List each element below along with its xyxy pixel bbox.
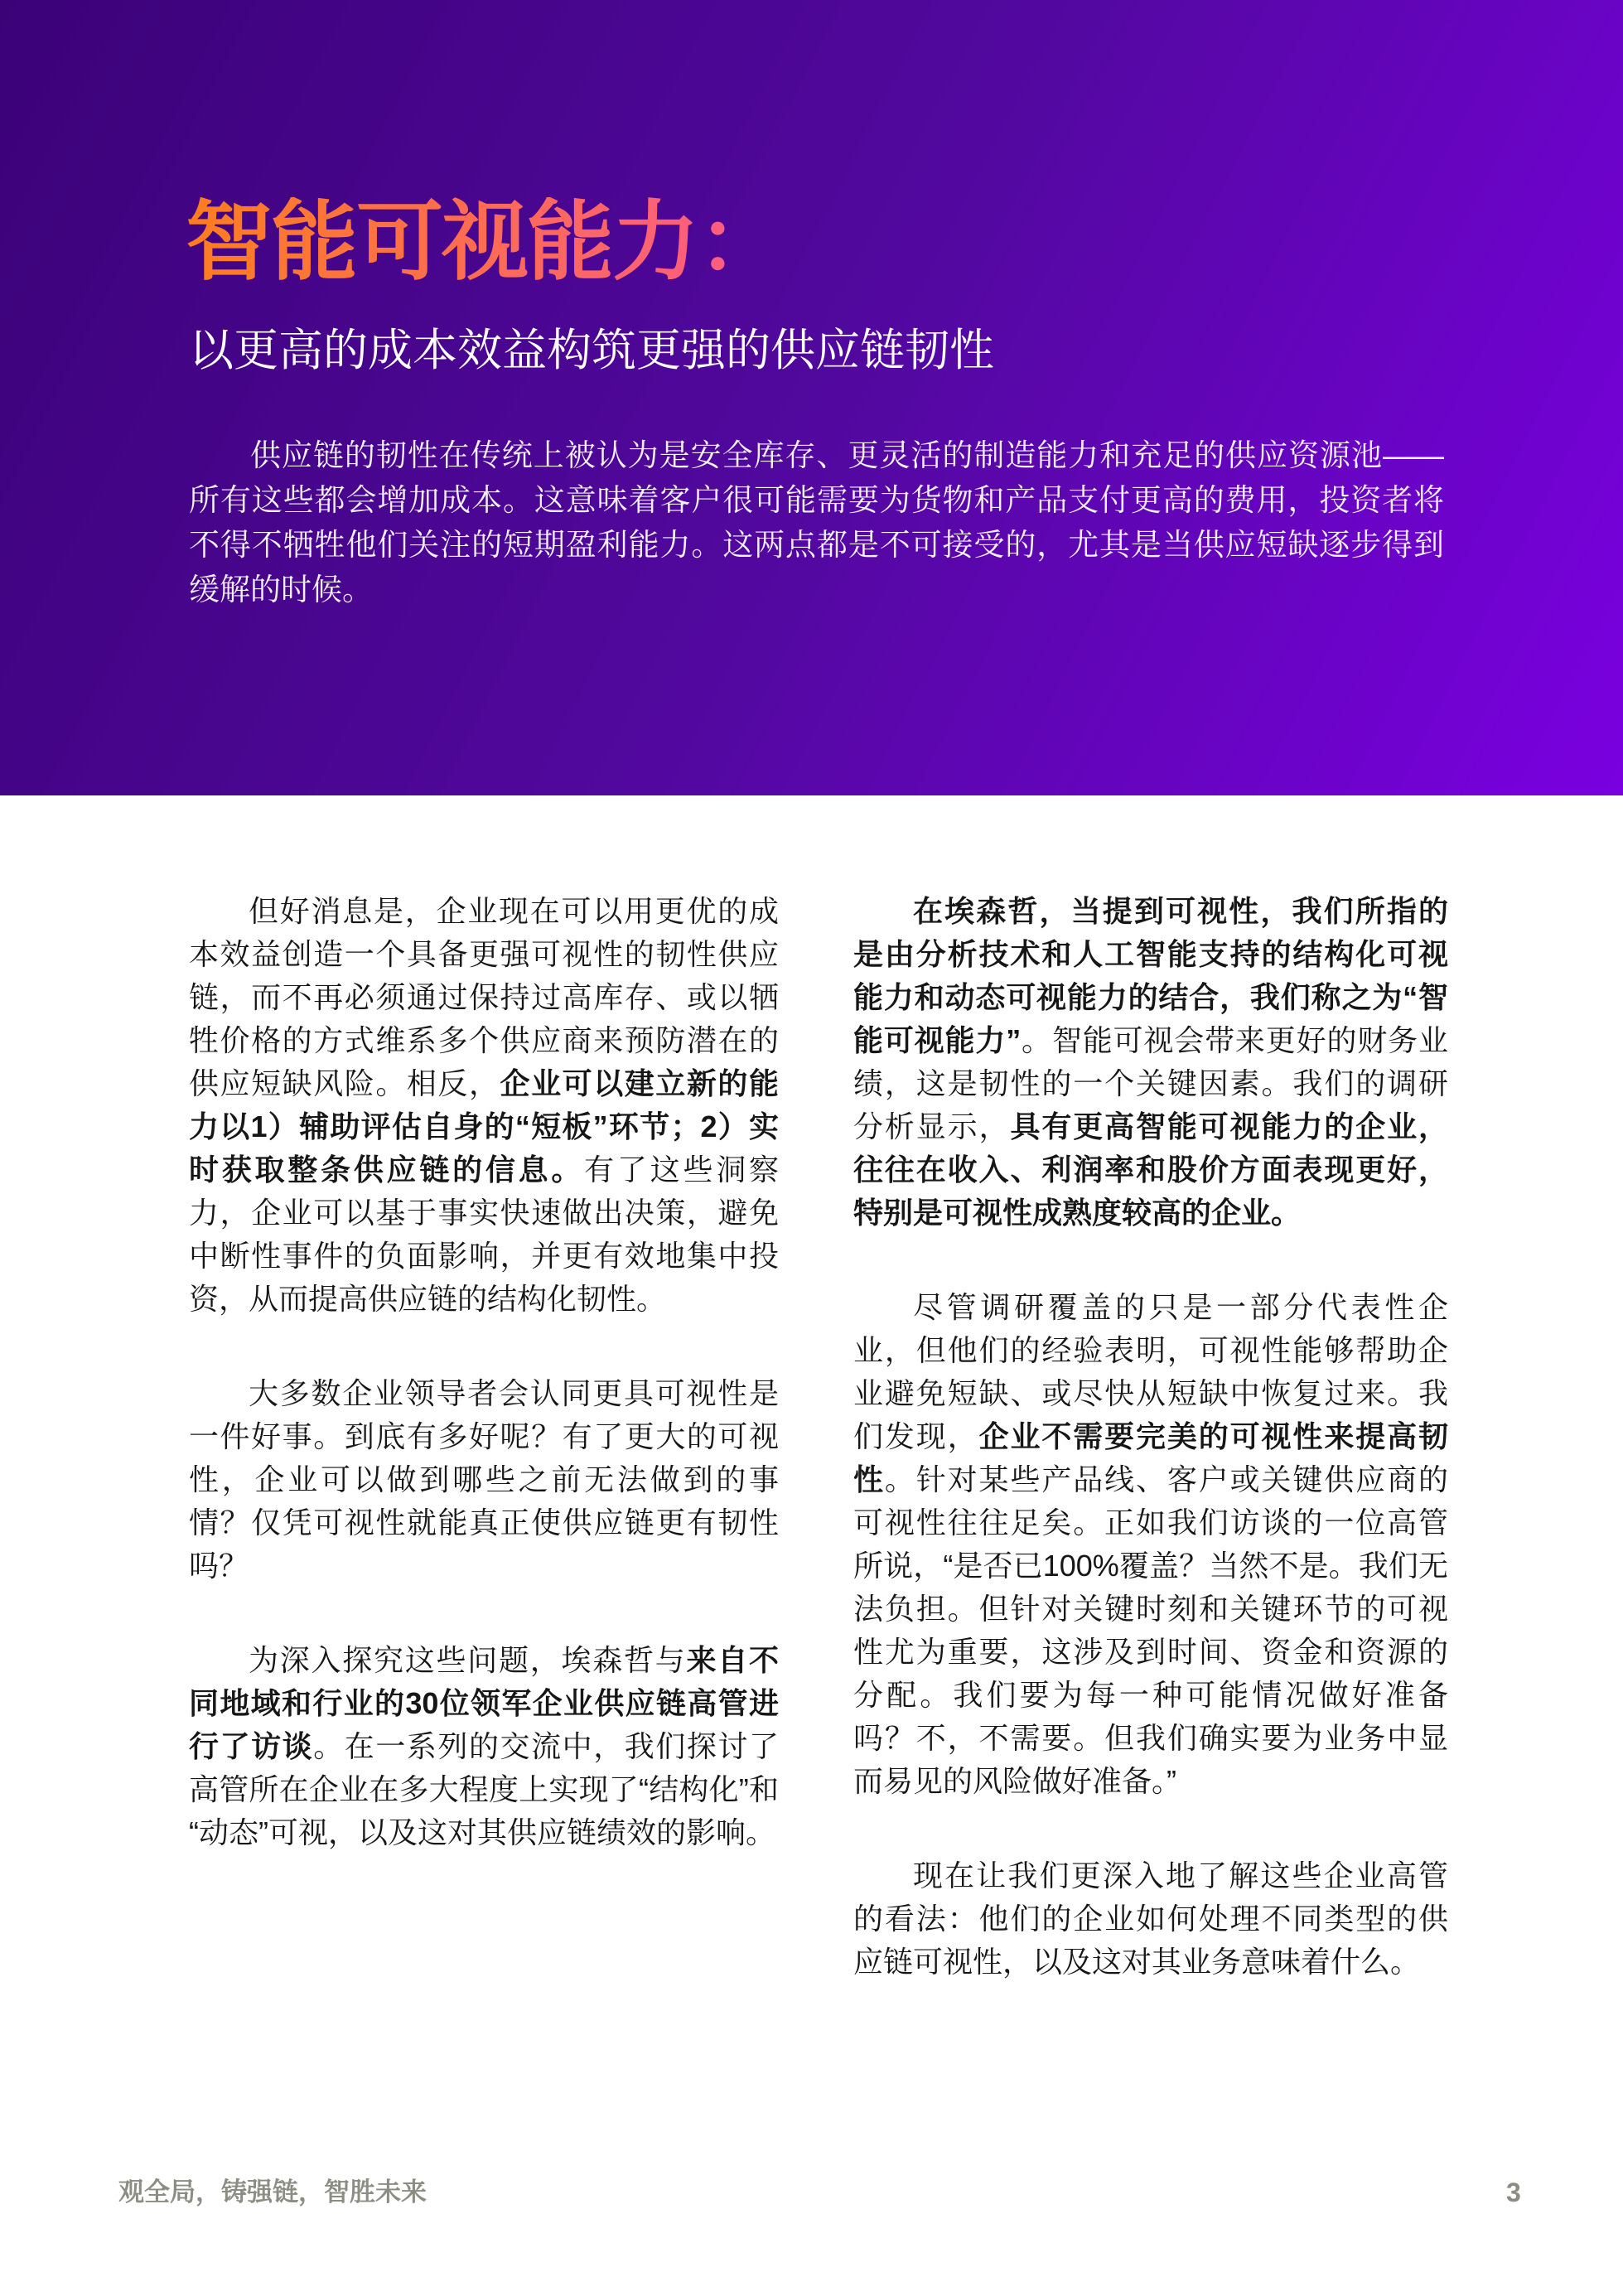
paragraph [189, 890, 779, 1321]
hero-section [0, 0, 1623, 795]
paragraph [853, 1286, 1448, 1803]
text-run: 。针对某些产品线、客户或关键供应商的可视性往往足矣。正如我们访谈的一位高管所说，“是否已100%覆盖？当然不是。我们无法负担。但针对关键时刻和关键环节的可视性尤为重要，这涉及到时间、资金和资源的分配。我们要为每一种可能情况做好准备吗？不，不需要。但我们确实要为业务中显而易见的风险做好准备。” [853, 1462, 1448, 1798]
text-run: 有了这些洞察力，企业可以基于事实快速做出决策，避免中断性事件的负面影响，并更有效地集中投资，从而提高供应链的结构化韧性。 [189, 1153, 779, 1316]
page-subtitle: 以更高的成本效益构筑更强的供应链韧性 [189, 326, 994, 375]
text-run: 但好消息是，企业现在可以用更优的成本效益创造一个具备更强可视性的韧性供应链，而不再必须通过保持过高库存、或以牺牲价格的方式维系多个供应商来预防潜在的供应短缺风险。相反， [189, 894, 779, 1100]
text-run: 为深入探究这些问题，埃森哲与 [249, 1643, 687, 1677]
text-run: 尽管调研覆盖的只是一部分代表性企业，但他们的经验表明，可视性能够帮助企业避免短缺、或尽快从短缺中恢复过来。我们发现， [853, 1290, 1448, 1453]
right-column [853, 890, 1448, 1984]
hero-intro-paragraph: 供应链的韧性在传统上被认为是安全库存、更灵活的制造能力和充足的供应资源池——所有这些都会增加成本。这意味着客户很可能需要为货物和产品支付更高的费用，投资者将不得不牺牲他们关注的短期盈利能力。这两点都是不可接受的，尤其是当供应短缺逐步得到缓解的时候。 [189, 438, 1444, 607]
text-run: 具有更高智能可视能力的企业，往往在收入、利润率和股价方面表现更好，特别是可视性成熟度较高的企业。 [853, 1109, 1448, 1230]
paragraph [189, 1639, 779, 1854]
paragraph [189, 1372, 779, 1588]
paragraph [853, 1854, 1448, 1984]
text-run: 企业可以建立新的能力以1）辅助评估自身的“短板”环节；2）实时获取整条供应链的信息。 [189, 1066, 779, 1187]
text-run: 。智能可视会带来更好的财务业绩，这是韧性的一个关键因素。我们的调研分析显示， [853, 1023, 1448, 1143]
text-run: 在埃森哲，当提到可视性，我们所指的是由分析技术和人工智能支持的结构化可视能力和动态可视能力的结合，我们称之为“智能可视能力” [853, 894, 1448, 1057]
footer-motto: 观全局，铸强链，智胜未来 [118, 2178, 427, 2207]
text-run: 企业不需要完美的可视性来提高韧性 [853, 1419, 1448, 1496]
text-run: 。在一系列的交流中，我们探讨了高管所在企业在多大程度上实现了“结构化”和“动态”可视，以及这对其供应链绩效的影响。 [189, 1729, 779, 1849]
page-title: 智能可视能力： [186, 194, 784, 291]
paragraph [853, 890, 1448, 1235]
text-run: 大多数企业领导者会认同更具可视性是一件好事。到底有多好呢？有了更大的可视性，企业可以做到哪些之前无法做到的事情？仅凭可视性就能真正使供应链更有韧性吗？ [189, 1376, 779, 1583]
page-number: 3 [1506, 2178, 1521, 2207]
text-run: 来自不同地域和行业的30位领军企业供应链高管进行了访谈 [189, 1643, 779, 1763]
text-run: 现在让我们更深入地了解这些企业高管的看法：他们的企业如何处理不同类型的供应链可视性，以及这对其业务意味着什么。 [853, 1859, 1448, 1979]
left-column [189, 890, 779, 1854]
